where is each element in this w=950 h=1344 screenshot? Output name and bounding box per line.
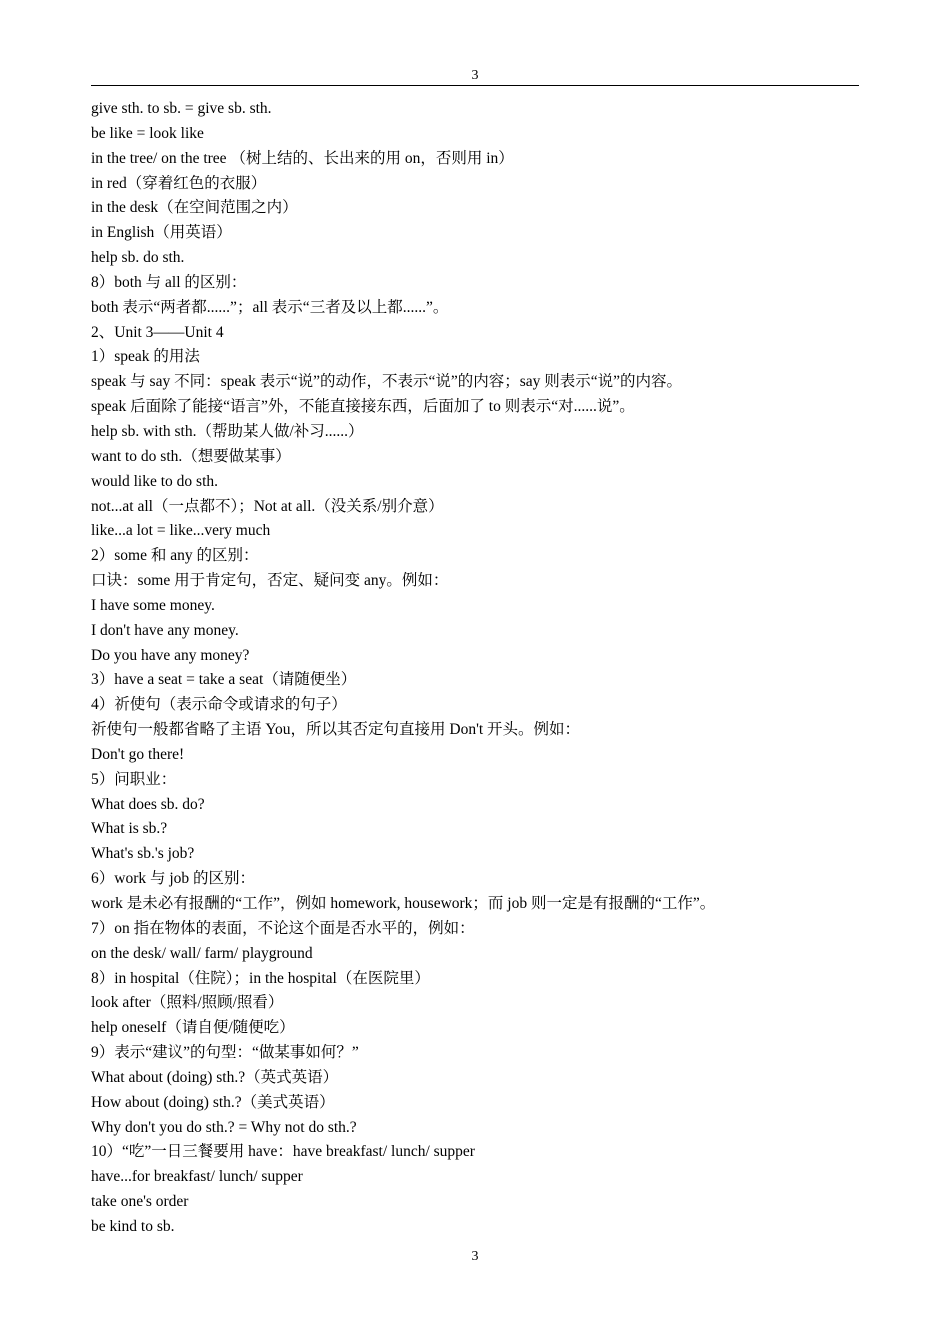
footer-page-number: 3 (471, 1249, 479, 1264)
header-page-number: 3 (471, 68, 479, 83)
text-line: What's sb.'s job? (91, 845, 195, 863)
text-line: 祈使句一般都省略了主语 You，所以其否定句直接用 Don't 开头。例如： (91, 721, 581, 739)
text-line: in the desk（在空间范围之内） (91, 199, 298, 217)
text-line: 10）“吃”一日三餐要用 have：have breakfast/ lunch/ supper (91, 1143, 475, 1161)
text-line: 口诀：some 用于肯定句，否定、疑问变 any。例如： (91, 572, 449, 590)
text-line: take one's order (91, 1193, 189, 1211)
text-line: I don't have any money. (91, 621, 239, 639)
text-line: What about (doing) sth.?（英式英语） (91, 1068, 339, 1086)
text-line: not...at all（一点都不）；Not at all.（没关系/别介意） (91, 497, 444, 515)
text-line: want to do sth.（想要做某事） (91, 447, 291, 465)
text-line: be like = look like (91, 124, 204, 142)
header-rule (91, 85, 859, 86)
text-line: would like to do sth. (91, 472, 219, 490)
text-line: Do you have any money? (91, 646, 250, 664)
text-line: give sth. to sb. = give sb. sth. (91, 100, 272, 117)
text-line: 6）work 与 job 的区别： (91, 870, 256, 888)
text-line: have...for breakfast/ lunch/ supper (91, 1168, 303, 1186)
text-line: work 是未必有报酬的“工作”，例如 homework, housework；而 job 则一定是有报酬的“工作”。 (91, 895, 716, 912)
text-line: help sb. do sth. (91, 249, 185, 267)
text-line: I have some money. (91, 596, 215, 614)
text-line: 8）in hospital（住院）；in the hospital（在医院里） (91, 969, 430, 987)
text-line: 8）both 与 all 的区别： (91, 273, 247, 291)
text-line: both 表示“两者都......”；all 表示“三者及以上都......”。 (91, 298, 449, 316)
text-line: in English（用英语） (91, 224, 232, 242)
text-line: like...a lot = like...very much (91, 522, 271, 540)
text-line: 5）问职业： (91, 770, 177, 788)
text-line: Don't go there! (91, 745, 185, 763)
text-line: 9）表示“建议”的句型：“做某事如何？” (91, 1044, 359, 1062)
document-body (91, 97, 859, 1240)
text-line: 2）some 和 any 的区别： (91, 547, 259, 565)
text-line: What is sb.? (91, 820, 168, 838)
text-line: help sb. with sth.（帮助某人做/补习......） (91, 422, 364, 440)
text-line: on the desk/ wall/ farm/ playground (91, 944, 313, 962)
text-line: 7）on 指在物体的表面，不论这个面是否水平的，例如： (91, 919, 475, 937)
text-line: speak 与 say 不同：speak 表示“说”的动作，不表示“说”的内容；say 则表示“说”的内容。 (91, 373, 683, 391)
text-line: 4）祈使句（表示命令或请求的句子） (91, 696, 347, 714)
text-line: in the tree/ on the tree （树上结的、长出来的用 on，否则用 in） (91, 149, 514, 167)
text-line: Why don't you do sth.? = Why not do sth.? (91, 1118, 357, 1136)
text-line: What does sb. do? (91, 795, 205, 813)
text-line: speak 后面除了能接“语言”外，不能直接接东西，后面加了 to 则表示“对......说”。 (91, 398, 635, 416)
text-line: 2、Unit 3——Unit 4 (91, 323, 224, 341)
text-line: How about (doing) sth.?（美式英语） (91, 1093, 335, 1111)
text-line: help oneself（请自便/随便吃） (91, 1019, 295, 1037)
text-line: be kind to sb. (91, 1217, 175, 1235)
text-line: 1）speak 的用法 (91, 348, 200, 366)
text-line: in red（穿着红色的衣服） (91, 174, 267, 192)
text-line: 3）have a seat = take a seat（请随便坐） (91, 671, 357, 689)
text-line: look after（照料/照顾/照看） (91, 994, 284, 1012)
